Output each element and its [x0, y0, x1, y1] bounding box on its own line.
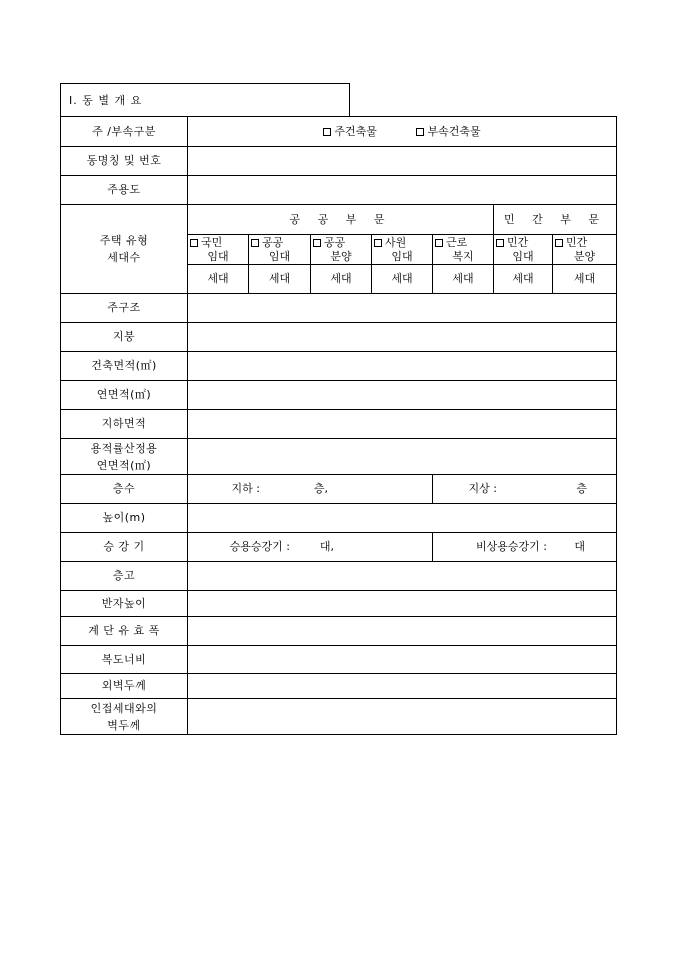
far-area-label: 용적률산정용 연면적(㎡): [61, 439, 188, 475]
section-title: Ⅰ. 동 별 개 요: [60, 83, 350, 116]
party-wall-label: 인접세대와의 벽두께: [61, 699, 188, 735]
private-sector-header: 민 간 부 문: [494, 205, 617, 235]
roof-label: 지붕: [61, 323, 188, 352]
underground-area-row: [61, 410, 617, 439]
emergency-elevator-unit: 대: [574, 540, 585, 553]
checkbox-icon[interactable]: [190, 239, 198, 247]
units-cell[interactable]: 세대: [188, 265, 249, 294]
floors-above-unit: 층: [576, 482, 587, 495]
main-sub-options: [188, 117, 617, 147]
checkbox-icon[interactable]: [496, 239, 504, 247]
ceiling-height-field[interactable]: [188, 591, 617, 617]
building-area-label: 건축면적(㎡): [61, 352, 188, 381]
ceiling-height-row: [61, 591, 617, 617]
main-use-row: [61, 176, 617, 205]
structure-field[interactable]: [188, 294, 617, 323]
units-cell[interactable]: 세대: [553, 265, 617, 294]
story-height-field[interactable]: [188, 562, 617, 591]
stair-width-row: [61, 617, 617, 646]
elevator-row: [61, 533, 617, 562]
corridor-width-row: [61, 646, 617, 674]
structure-row: [61, 294, 617, 323]
main-sub-row: [61, 117, 617, 147]
checkbox-icon[interactable]: [435, 239, 443, 247]
height-row: [61, 504, 617, 533]
passenger-elevator-field[interactable]: [188, 533, 433, 562]
floor-area-row: [61, 381, 617, 410]
wall-thickness-field[interactable]: [188, 674, 617, 699]
party-wall-field[interactable]: [188, 699, 617, 735]
floors-below-field[interactable]: [188, 475, 433, 504]
emergency-elevator-label: 비상용승강기 :: [476, 540, 547, 553]
checkbox-icon[interactable]: [251, 239, 259, 247]
main-sub-label: 주 /부속구분: [61, 117, 188, 147]
type-employee-rental[interactable]: 사원 임대: [372, 235, 433, 265]
name-no-label: 동명칭 및 번호: [61, 147, 188, 176]
type-national-rental[interactable]: 국민 임대: [188, 235, 249, 265]
roof-row: [61, 323, 617, 352]
corridor-width-field[interactable]: [188, 646, 617, 674]
main-use-field[interactable]: [188, 176, 617, 205]
building-area-row: [61, 352, 617, 381]
height-label: 높이(m): [61, 504, 188, 533]
wall-thickness-label: 외벽두께: [61, 674, 188, 699]
stair-width-field[interactable]: [188, 617, 617, 646]
floors-label: 층수: [61, 475, 188, 504]
height-field[interactable]: [188, 504, 617, 533]
ceiling-height-label: 반자높이: [61, 591, 188, 617]
units-cell[interactable]: 세대: [494, 265, 553, 294]
housing-label: 주택 유형 세대수: [61, 205, 188, 294]
building-area-field[interactable]: [188, 352, 617, 381]
units-cell[interactable]: 세대: [372, 265, 433, 294]
story-height-label: 층고: [61, 562, 188, 591]
units-cell[interactable]: 세대: [311, 265, 372, 294]
floor-area-label: 연면적(㎡): [61, 381, 188, 410]
passenger-elevator-label: 승용승강기 :: [229, 540, 290, 553]
floors-row: [61, 475, 617, 504]
type-public-rental[interactable]: 공공 임대: [249, 235, 311, 265]
checkbox-icon[interactable]: [323, 128, 331, 136]
roof-field[interactable]: [188, 323, 617, 352]
main-use-label: 주용도: [61, 176, 188, 205]
elevator-label: 승 강 기: [61, 533, 188, 562]
floors-below-label: 지하 :: [231, 482, 260, 495]
structure-label: 주구조: [61, 294, 188, 323]
housing-header-row: [61, 205, 617, 235]
sub-building-option[interactable]: 부속건축물: [416, 125, 480, 139]
type-private-sale[interactable]: 민간 분양: [553, 235, 617, 265]
far-area-field[interactable]: [188, 439, 617, 475]
emergency-elevator-field[interactable]: [433, 533, 617, 562]
checkbox-icon[interactable]: [555, 239, 563, 247]
checkbox-icon[interactable]: [416, 128, 424, 136]
stair-width-label: 계 단 유 효 폭: [61, 617, 188, 646]
corridor-width-label: 복도너비: [61, 646, 188, 674]
underground-area-label: 지하면적: [61, 410, 188, 439]
passenger-elevator-unit: 대,: [319, 540, 334, 553]
floor-area-field[interactable]: [188, 381, 617, 410]
far-area-row: [61, 439, 617, 475]
checkbox-icon[interactable]: [313, 239, 321, 247]
floors-above-label: 지상 :: [468, 482, 497, 495]
main-building-option[interactable]: 주건축물: [323, 125, 377, 139]
type-public-sale[interactable]: 공공 분양: [311, 235, 372, 265]
name-no-row: [61, 147, 617, 176]
story-height-row: [61, 562, 617, 591]
type-worker-welfare[interactable]: 근로 복지: [433, 235, 494, 265]
party-wall-row: [61, 699, 617, 735]
building-overview-table: [60, 116, 617, 735]
checkbox-icon[interactable]: [374, 239, 382, 247]
units-cell[interactable]: 세대: [433, 265, 494, 294]
underground-area-field[interactable]: [188, 410, 617, 439]
units-cell[interactable]: 세대: [249, 265, 311, 294]
type-private-rental[interactable]: 민간 임대: [494, 235, 553, 265]
public-sector-header: 공 공 부 문: [188, 205, 494, 235]
wall-thickness-row: [61, 674, 617, 699]
name-no-field[interactable]: [188, 147, 617, 176]
floors-below-unit: 층,: [313, 482, 328, 495]
floors-above-field[interactable]: [433, 475, 617, 504]
